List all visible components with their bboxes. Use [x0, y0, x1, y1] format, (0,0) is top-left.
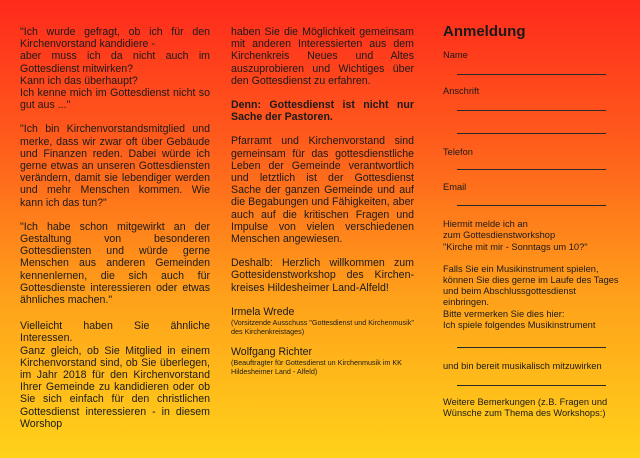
quote-3: "Ich habe schon mitgewirkt an der Gestaltung von besonderen Gottesdiensten und würde gerne Menschen aus anderen Gemeinden kennenlernen, die sich auch für Gottesdienste interessieren oder etwas ähnliches machen.": [20, 220, 210, 307]
welcome-paragraph: Deshalb: Herzlich willkommen zum Gottesidenstworkshop des Kirchen-kreises Hildesheimer Land-Alfeld!: [231, 257, 414, 294]
address-field-2[interactable]: [457, 133, 606, 134]
address-field-1[interactable]: [457, 110, 606, 111]
quote-1: "Ich wurde gefragt, ob ich für den Kirchenvorstand kandidiere - aber muss ich da nicht auch im Gottesdienst mitwirken? Kann ich das überhaupt? Ich kenne mich im Gottesdienst nicht so gut aus ...": [20, 26, 210, 112]
signature-name-2: Wolfgang Richter: [231, 346, 313, 359]
music-text: und bin bereit musikalisch mitzuwirken: [443, 361, 602, 372]
signature-role-2: (Beauftragter für Gottesdienst un Kirchenmusik im KK Hildesheimer Land - Alfeld): [231, 358, 402, 377]
registration-text: Hiermit melde ich an zum Gottesdienstworkshop "Kirche mit mir - Sonntags um 10?": [443, 219, 588, 252]
intro-column: [20, 26, 210, 442]
form-title: Anmeldung: [443, 23, 526, 40]
address-label: Anschrift: [443, 86, 480, 97]
name-label: Name: [443, 50, 468, 61]
opportunity-paragraph: haben Sie die Möglichkeit gemeinsam mit anderen Interessierten aus dem Kirchenkreis Neues und Altes auszuprobieren und Wichtiges über den Gottesdienst zu erfahren.: [231, 26, 414, 87]
responsibility-paragraph: Pfarramt und Kirchenvorstand sind gemeinsam für das gottesdienstliche Leben der Gemeinde verantwortlich und letztlich ist der Gottesdienst Sache der ganzen Gemeinde und auf die Begabungen und Fähigkeiten, aber auch auf die kritischen Fragen und Impulse von vielen verschiedenen Menschen angewiesen.: [231, 135, 414, 246]
quote-2: "Ich bin Kirchenvorstandsmitglied und merke, dass wir zwar oft über Gebäude und Finanzen reden. Dabei würde ich gerne etwas an unseren Gottesdiensten verändern, damit sie lebendiger werden und mehr Menschen kommen. Wie kann ich das tun?": [20, 123, 210, 209]
name-field[interactable]: [457, 74, 606, 75]
instrument-text: Falls Sie ein Musikinstrument spielen, können Sie dies gerne im Laufe des Tages und beim Abschlussgottesdienst einbringen. Bitte vermerken Sie dies hier: Ich spiele folgendes Musikinstrument: [443, 263, 619, 330]
music-line[interactable]: [457, 385, 606, 386]
phone-field[interactable]: [457, 169, 606, 170]
registration-form: [443, 23, 621, 420]
email-field[interactable]: [457, 205, 606, 206]
middle-column: [231, 26, 414, 387]
email-label: Email: [443, 182, 467, 193]
phone-label: Telefon: [443, 147, 473, 158]
remarks-text: Weitere Bemerkungen (z.B. Fragen und Wünsche zum Thema des Workshops:): [443, 397, 608, 419]
invitation-paragraph: Vielleicht haben Sie ähnliche Interessen. Ganz gleich, ob Sie Mitglied in einem Kirchenvorstand sind, ob Sie überlegen, im Jahr 2018 für den Kirchenvorstand Ihrer Gemeinde zu kandidieren oder ob Sie sich einfach für den christlichen Gottesdienst interessieren - in diesem Worshop: [20, 320, 210, 430]
signature-role-1: (Vorsitzende Ausschuss "Gottesdienst und Kirchenmusik" des Kirchenkreistages): [231, 318, 414, 336]
signature-name-1: Irmela Wrede: [231, 305, 295, 318]
key-statement: Denn: Gottesdienst ist nicht nur Sache der Pastoren.: [231, 99, 414, 124]
instrument-field[interactable]: [457, 347, 606, 348]
